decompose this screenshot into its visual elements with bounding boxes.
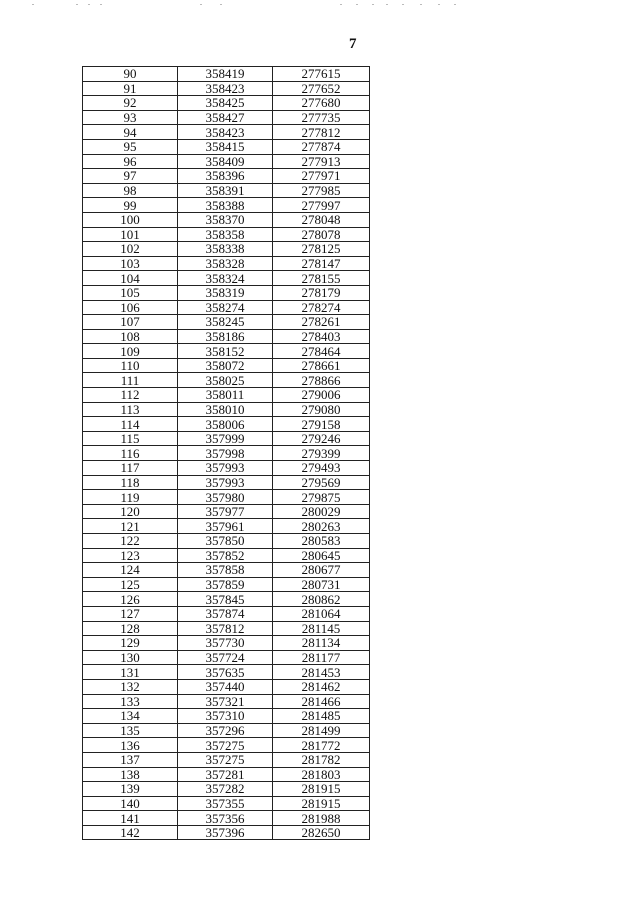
point-number-cell: 91 [83,81,178,96]
table-row [83,169,370,184]
y-coordinate-cell: 280583 [273,534,370,549]
table-row [83,300,370,315]
point-number-cell: 110 [83,358,178,373]
y-coordinate-cell: 281466 [273,694,370,709]
table-row [83,388,370,403]
x-coordinate-cell: 357993 [178,461,273,476]
point-number-cell: 107 [83,315,178,330]
point-number-cell: 92 [83,96,178,111]
y-coordinate-cell: 278261 [273,315,370,330]
point-number-cell: 109 [83,344,178,359]
point-number-cell: 137 [83,752,178,767]
x-coordinate-cell: 357850 [178,534,273,549]
point-number-cell: 135 [83,723,178,738]
x-coordinate-cell: 357993 [178,475,273,490]
x-coordinate-cell: 357724 [178,650,273,665]
table-row [83,548,370,563]
table-row [83,67,370,82]
y-coordinate-cell: 281915 [273,796,370,811]
x-coordinate-cell: 357812 [178,621,273,636]
x-coordinate-cell: 358425 [178,96,273,111]
point-number-cell: 121 [83,519,178,534]
table-row [83,504,370,519]
y-coordinate-cell: 279493 [273,461,370,476]
y-coordinate-cell: 277652 [273,81,370,96]
table-row [83,577,370,592]
coordinates-table [82,66,370,840]
x-coordinate-cell: 358427 [178,110,273,125]
x-coordinate-cell: 357980 [178,490,273,505]
table-row [83,154,370,169]
table-row [83,285,370,300]
table-row [83,606,370,621]
x-coordinate-cell: 358396 [178,169,273,184]
table-row [83,592,370,607]
x-coordinate-cell: 358010 [178,402,273,417]
y-coordinate-cell: 278866 [273,373,370,388]
x-coordinate-cell: 358409 [178,154,273,169]
y-coordinate-cell: 281803 [273,767,370,782]
table-row [83,723,370,738]
point-number-cell: 103 [83,256,178,271]
x-coordinate-cell: 357356 [178,811,273,826]
x-coordinate-cell: 357310 [178,709,273,724]
page-number: 7 [349,36,357,52]
point-number-cell: 93 [83,110,178,125]
y-coordinate-cell: 278048 [273,212,370,227]
table-row [83,636,370,651]
y-coordinate-cell: 281453 [273,665,370,680]
x-coordinate-cell: 357440 [178,679,273,694]
table-row [83,402,370,417]
table-row [83,665,370,680]
point-number-cell: 100 [83,212,178,227]
y-coordinate-cell: 281177 [273,650,370,665]
x-coordinate-cell: 357635 [178,665,273,680]
point-number-cell: 120 [83,504,178,519]
y-coordinate-cell: 277913 [273,154,370,169]
point-number-cell: 105 [83,285,178,300]
table-row [83,431,370,446]
y-coordinate-cell: 280677 [273,563,370,578]
table-row [83,183,370,198]
x-coordinate-cell: 358186 [178,329,273,344]
point-number-cell: 133 [83,694,178,709]
y-coordinate-cell: 278078 [273,227,370,242]
point-number-cell: 139 [83,782,178,797]
table-row [83,344,370,359]
table-row [83,811,370,826]
x-coordinate-cell: 358152 [178,344,273,359]
point-number-cell: 141 [83,811,178,826]
x-coordinate-cell: 358358 [178,227,273,242]
x-coordinate-cell: 358391 [178,183,273,198]
x-coordinate-cell: 357858 [178,563,273,578]
point-number-cell: 136 [83,738,178,753]
table-row [83,621,370,636]
x-coordinate-cell: 358415 [178,139,273,154]
y-coordinate-cell: 281485 [273,709,370,724]
x-coordinate-cell: 357281 [178,767,273,782]
point-number-cell: 96 [83,154,178,169]
table-row [83,373,370,388]
x-coordinate-cell: 357275 [178,738,273,753]
point-number-cell: 104 [83,271,178,286]
table-body [83,67,370,840]
y-coordinate-cell: 277680 [273,96,370,111]
x-coordinate-cell: 358006 [178,417,273,432]
y-coordinate-cell: 278147 [273,256,370,271]
table-row [83,446,370,461]
y-coordinate-cell: 278661 [273,358,370,373]
y-coordinate-cell: 278403 [273,329,370,344]
point-number-cell: 113 [83,402,178,417]
y-coordinate-cell: 280029 [273,504,370,519]
table-row [83,694,370,709]
table-row [83,315,370,330]
y-coordinate-cell: 280731 [273,577,370,592]
point-number-cell: 118 [83,475,178,490]
point-number-cell: 134 [83,709,178,724]
table-row [83,227,370,242]
point-number-cell: 126 [83,592,178,607]
table-row [83,767,370,782]
x-coordinate-cell: 358338 [178,242,273,257]
table-row [83,534,370,549]
x-coordinate-cell: 358245 [178,315,273,330]
table-row [83,709,370,724]
y-coordinate-cell: 280862 [273,592,370,607]
y-coordinate-cell: 279399 [273,446,370,461]
point-number-cell: 99 [83,198,178,213]
y-coordinate-cell: 277997 [273,198,370,213]
point-number-cell: 98 [83,183,178,198]
x-coordinate-cell: 357874 [178,606,273,621]
table-row [83,271,370,286]
y-coordinate-cell: 281462 [273,679,370,694]
table-row [83,679,370,694]
y-coordinate-cell: 278125 [273,242,370,257]
point-number-cell: 122 [83,534,178,549]
y-coordinate-cell: 279006 [273,388,370,403]
x-coordinate-cell: 358328 [178,256,273,271]
table-row [83,461,370,476]
table-row [83,242,370,257]
x-coordinate-cell: 357999 [178,431,273,446]
table-row [83,358,370,373]
table-row [83,782,370,797]
point-number-cell: 106 [83,300,178,315]
y-coordinate-cell: 278464 [273,344,370,359]
table-row [83,96,370,111]
y-coordinate-cell: 280645 [273,548,370,563]
x-coordinate-cell: 357852 [178,548,273,563]
x-coordinate-cell: 357859 [178,577,273,592]
point-number-cell: 114 [83,417,178,432]
x-coordinate-cell: 357396 [178,825,273,840]
point-number-cell: 117 [83,461,178,476]
point-number-cell: 142 [83,825,178,840]
x-coordinate-cell: 357998 [178,446,273,461]
y-coordinate-cell: 279246 [273,431,370,446]
point-number-cell: 123 [83,548,178,563]
point-number-cell: 112 [83,388,178,403]
point-number-cell: 129 [83,636,178,651]
point-number-cell: 111 [83,373,178,388]
table-row [83,650,370,665]
point-number-cell: 131 [83,665,178,680]
x-coordinate-cell: 358274 [178,300,273,315]
table-row [83,329,370,344]
y-coordinate-cell: 281782 [273,752,370,767]
x-coordinate-cell: 358011 [178,388,273,403]
table-row [83,212,370,227]
x-coordinate-cell: 357845 [178,592,273,607]
x-coordinate-cell: 357730 [178,636,273,651]
y-coordinate-cell: 281145 [273,621,370,636]
y-coordinate-cell: 279080 [273,402,370,417]
point-number-cell: 102 [83,242,178,257]
y-coordinate-cell: 278155 [273,271,370,286]
y-coordinate-cell: 281988 [273,811,370,826]
y-coordinate-cell: 280263 [273,519,370,534]
x-coordinate-cell: 357275 [178,752,273,767]
x-coordinate-cell: 357321 [178,694,273,709]
table-row [83,563,370,578]
point-number-cell: 90 [83,67,178,82]
y-coordinate-cell: 279875 [273,490,370,505]
y-coordinate-cell: 278179 [273,285,370,300]
point-number-cell: 140 [83,796,178,811]
point-number-cell: 101 [83,227,178,242]
y-coordinate-cell: 279158 [273,417,370,432]
point-number-cell: 116 [83,446,178,461]
x-coordinate-cell: 358025 [178,373,273,388]
y-coordinate-cell: 278274 [273,300,370,315]
table-row [83,198,370,213]
table-row [83,125,370,140]
table-row [83,796,370,811]
y-coordinate-cell: 281134 [273,636,370,651]
y-coordinate-cell: 279569 [273,475,370,490]
y-coordinate-cell: 277812 [273,125,370,140]
x-coordinate-cell: 358423 [178,125,273,140]
x-coordinate-cell: 357977 [178,504,273,519]
y-coordinate-cell: 281499 [273,723,370,738]
point-number-cell: 94 [83,125,178,140]
y-coordinate-cell: 277735 [273,110,370,125]
y-coordinate-cell: 277985 [273,183,370,198]
x-coordinate-cell: 358419 [178,67,273,82]
x-coordinate-cell: 358319 [178,285,273,300]
point-number-cell: 138 [83,767,178,782]
table-row [83,256,370,271]
point-number-cell: 127 [83,606,178,621]
scan-artifacts [30,2,470,8]
point-number-cell: 115 [83,431,178,446]
y-coordinate-cell: 277971 [273,169,370,184]
y-coordinate-cell: 282650 [273,825,370,840]
table-row [83,752,370,767]
x-coordinate-cell: 357282 [178,782,273,797]
y-coordinate-cell: 277874 [273,139,370,154]
point-number-cell: 130 [83,650,178,665]
table-row [83,417,370,432]
y-coordinate-cell: 281915 [273,782,370,797]
point-number-cell: 128 [83,621,178,636]
x-coordinate-cell: 358423 [178,81,273,96]
point-number-cell: 125 [83,577,178,592]
table-row [83,81,370,96]
x-coordinate-cell: 358370 [178,212,273,227]
x-coordinate-cell: 358072 [178,358,273,373]
y-coordinate-cell: 281772 [273,738,370,753]
point-number-cell: 97 [83,169,178,184]
table-row [83,738,370,753]
table-row [83,490,370,505]
x-coordinate-cell: 357355 [178,796,273,811]
point-number-cell: 108 [83,329,178,344]
table-row [83,110,370,125]
table-row [83,475,370,490]
table-row [83,519,370,534]
point-number-cell: 95 [83,139,178,154]
x-coordinate-cell: 358324 [178,271,273,286]
table-row [83,825,370,840]
point-number-cell: 119 [83,490,178,505]
point-number-cell: 132 [83,679,178,694]
y-coordinate-cell: 277615 [273,67,370,82]
x-coordinate-cell: 357296 [178,723,273,738]
x-coordinate-cell: 358388 [178,198,273,213]
table-row [83,139,370,154]
y-coordinate-cell: 281064 [273,606,370,621]
point-number-cell: 124 [83,563,178,578]
x-coordinate-cell: 357961 [178,519,273,534]
